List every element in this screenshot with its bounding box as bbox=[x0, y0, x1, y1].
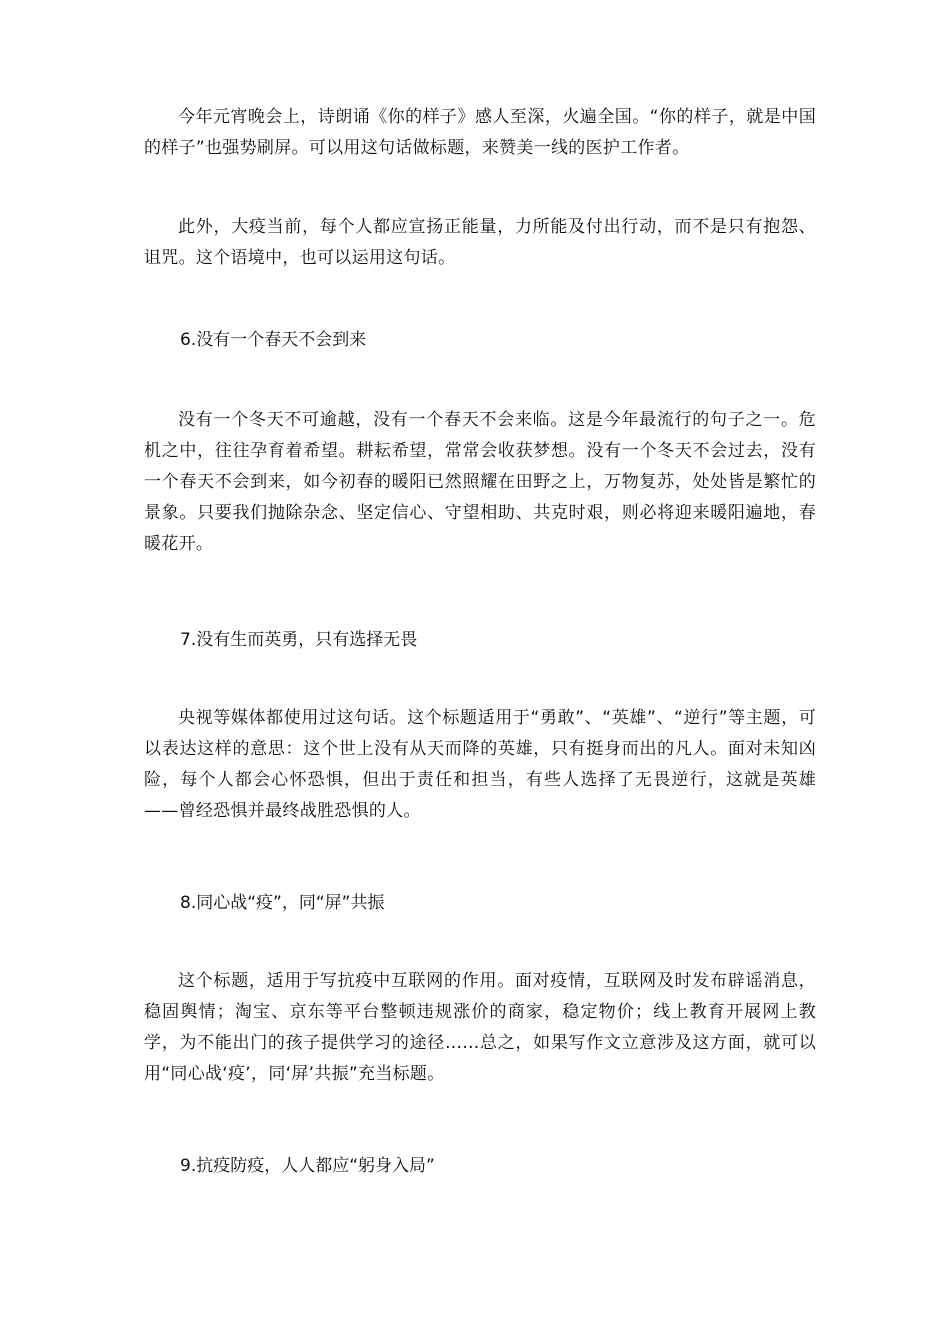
paragraph-text: 今年元宵晚会上，诗朗诵《你的样子》感人至深，火遍全国。“你的样子，就是中国的样子”也强势刷屏。可以用这句话做标题，来赞美一线的医护工作者。 bbox=[144, 107, 816, 158]
heading-9: 9.抗疫防疫，人人都应“躬身入局” bbox=[180, 1156, 435, 1176]
paragraph-internet bbox=[144, 966, 816, 1090]
heading-8: 8.同心战“疫”，同“屏”共振 bbox=[180, 893, 385, 913]
paragraph-text: 这个标题，适用于写抗疫中互联网的作用。面对疫情，互联网及时发布辟谣消息，稳固舆情；淘宝、京东等平台整顿违规涨价的商家，稳定物价；线上教育开展网上教学，为不能出门的孩子提供学习的途径……总之，如果写作文立意涉及这方面，就可以用“同心战‘疫’，同‘屏’共振”充当标题。 bbox=[144, 971, 816, 1084]
paragraph-text: 此外，大疫当前，每个人都应宣扬正能量，力所能及付出行动，而不是只有抱怨、诅咒。这个语境中，也可以运用这句话。 bbox=[144, 217, 816, 268]
paragraph-hero bbox=[144, 703, 816, 827]
paragraph-yuanxiao bbox=[144, 102, 816, 164]
heading-6: 6.没有一个春天不会到来 bbox=[180, 330, 367, 350]
paragraph-text: 央视等媒体都使用过这句话。这个标题适用于“勇敢”、“英雄”、“逆行”等主题，可以表达这样的意思：这个世上没有从天而降的英雄，只有挺身而出的凡人。面对未知凶险，每个人都会心怀恐惧，但出于责任和担当，有些人选择了无畏逆行，这就是英雄——曾经恐惧并最终战胜恐惧的人。 bbox=[144, 708, 816, 821]
paragraph-spring bbox=[144, 405, 816, 560]
paragraph-text: 没有一个冬天不可逾越，没有一个春天不会来临。这是今年最流行的句子之一。危机之中，往往孕育着希望。耕耘希望，常常会收获梦想。没有一个冬天不会过去，没有一个春天不会到来，如今初春的暖阳已然照耀在田野之上，万物复苏，处处皆是繁忙的景象。只要我们抛除杂念、坚定信心、守望相助、共克时艰，则必将迎来暖阳遍地，春暖花开。 bbox=[144, 410, 816, 554]
paragraph-positive-energy bbox=[144, 212, 816, 274]
heading-7: 7.没有生而英勇，只有选择无畏 bbox=[180, 630, 418, 650]
